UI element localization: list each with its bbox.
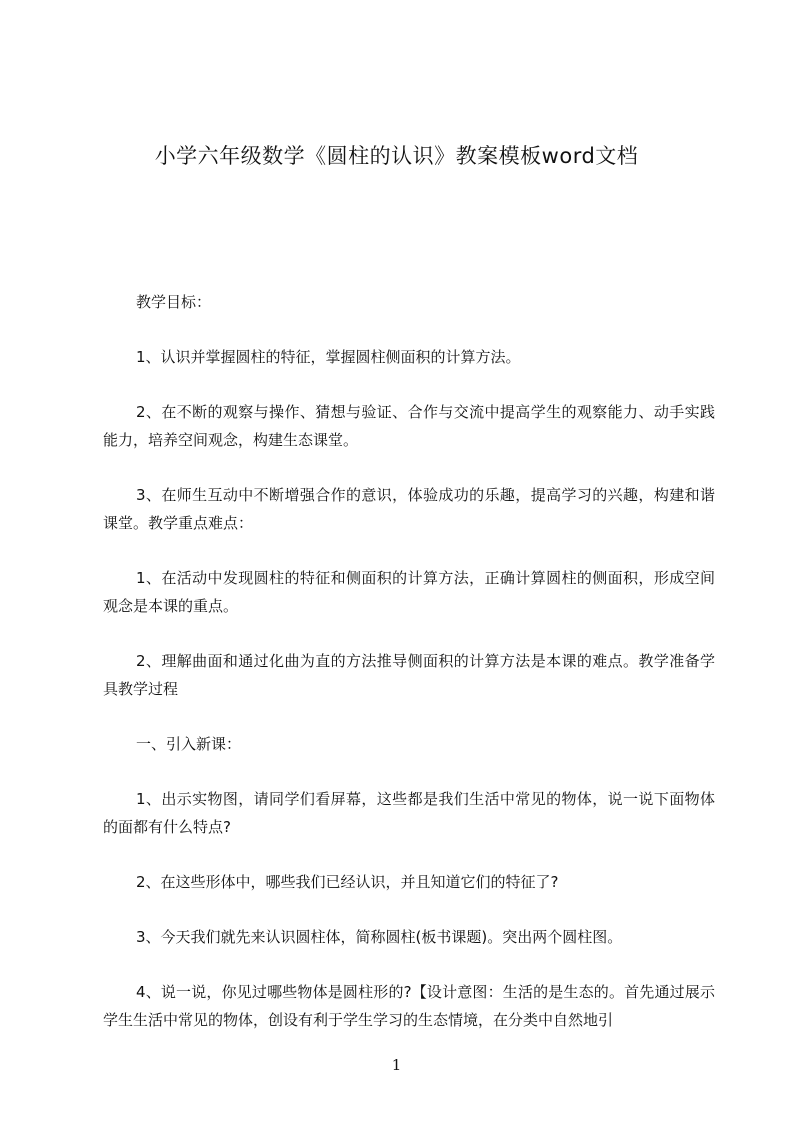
paragraph-key-point-2: 2、理解曲面和通过化曲为直的方法推导侧面积的计算方法是本课的难点。教学准备学具教学过程 xyxy=(103,652,715,698)
page-number: 1 xyxy=(391,1056,402,1074)
paragraph-intro-step-3: 3、今天我们就先来认识圆柱体，简称圆柱(板书课题)。突出两个圆柱图。 xyxy=(136,928,623,946)
paragraph-goal-3: 3、在师生互动中不断增强合作的意识，体验成功的乐趣，提高学习的兴趣，构建和谐课堂。教学重点难点： xyxy=(103,486,715,532)
document-body xyxy=(103,288,715,1061)
paragraph-intro-step-4: 4、说一说，你见过哪些物体是圆柱形的?【设计意图：生活的是生态的。首先通过展示学生生活中常见的物体，创设有利于学生学习的生态情境，在分类中自然地引 xyxy=(103,983,715,1029)
paragraph-section-intro-heading: 一、引入新课： xyxy=(136,735,242,753)
paragraph-teaching-goals-heading: 教学目标： xyxy=(136,293,212,311)
paragraph-key-point-1: 1、在活动中发现圆柱的特征和侧面积的计算方法，正确计算圆柱的侧面积，形成空间观念是本课的重点。 xyxy=(103,569,715,615)
document-title: 小学六年级数学《圆柱的认识》教案模板word文档 xyxy=(154,144,639,168)
paragraph-intro-step-1: 1、出示实物图，请同学们看屏幕，这些都是我们生活中常见的物体，说一说下面物体的面都有什么特点? xyxy=(103,790,715,836)
paragraph-goal-1: 1、认识并掌握圆柱的特征，掌握圆柱侧面积的计算方法。 xyxy=(136,348,521,366)
paragraph-intro-step-2: 2、在这些形体中，哪些我们已经认识，并且知道它们的特征了? xyxy=(136,873,559,891)
paragraph-goal-2: 2、在不断的观察与操作、猜想与验证、合作与交流中提高学生的观察能力、动手实践能力，培养空间观念，构建生态课堂。 xyxy=(103,403,715,449)
